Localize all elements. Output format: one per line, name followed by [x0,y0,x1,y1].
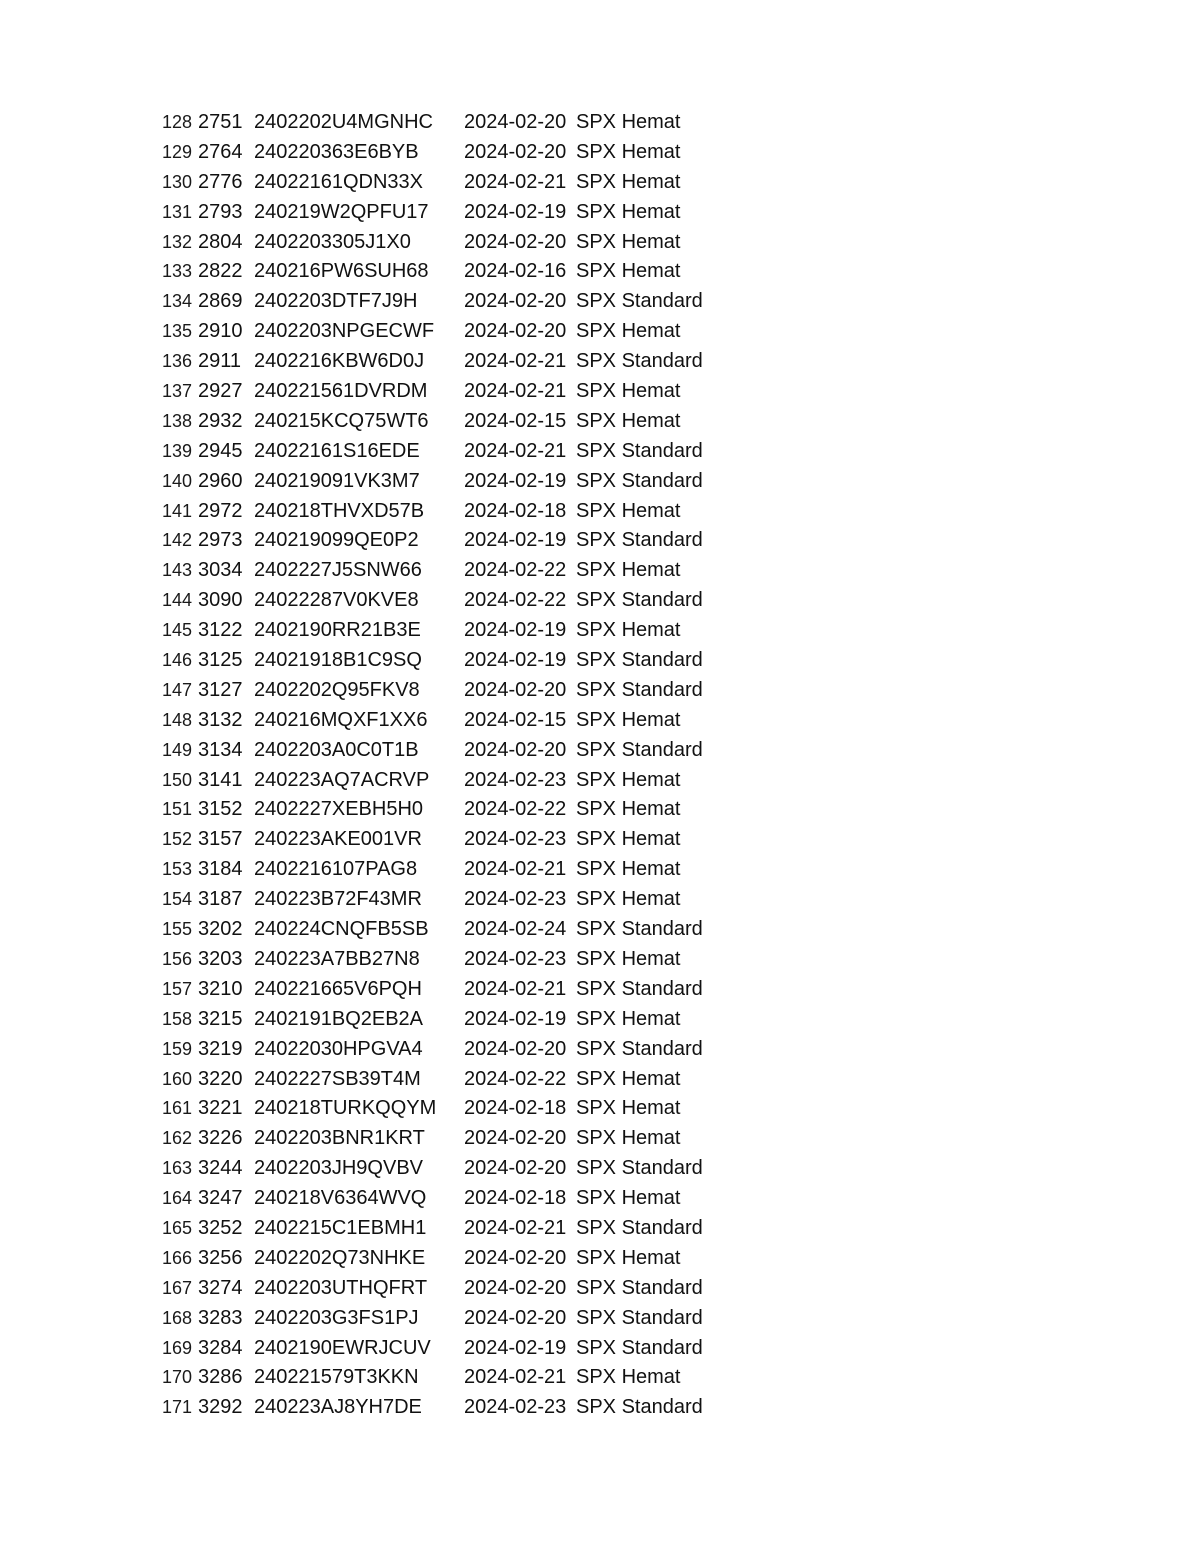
service-type: SPX Hemat [576,140,681,163]
order-id: 3220 [198,1067,243,1090]
row-number: 133 [162,261,193,282]
order-date: 2024-02-15 [464,409,567,432]
service-type: SPX Hemat [576,1127,681,1150]
list-item [0,497,1200,527]
row-number: 129 [162,141,193,162]
order-id: 2751 [198,111,243,133]
order-date: 2024-02-21 [464,1366,567,1389]
service-type: SPX Standard [576,469,703,492]
order-date: 2024-02-21 [464,170,567,193]
order-date: 2024-02-21 [464,858,567,881]
order-id: 2960 [198,469,243,492]
service-type: SPX Hemat [576,1097,681,1120]
order-date: 2024-02-23 [464,768,567,791]
service-type: SPX Hemat [576,1187,681,1210]
order-id: 3202 [198,918,243,941]
row-number: 136 [162,351,193,372]
list-item [0,407,1200,437]
list-item [0,1035,1200,1065]
tracking-code: 2402227J5SNW66 [254,559,422,582]
tracking-code: 2402202U4MGNHC [254,111,433,133]
row-number: 161 [162,1098,193,1119]
order-id: 3127 [198,678,243,701]
order-id: 2932 [198,409,243,432]
row-number: 169 [162,1337,193,1358]
tracking-code: 2402203NPGECWF [254,320,435,343]
order-date: 2024-02-23 [464,1396,567,1419]
tracking-code: 240216MQXF1XX6 [254,708,428,731]
row-number: 140 [162,470,193,491]
tracking-code: 2402227SB39T4M [254,1067,421,1090]
row-number: 168 [162,1307,193,1328]
row-number: 144 [162,590,193,611]
list-item [0,1334,1200,1364]
service-type: SPX Standard [576,1216,703,1239]
order-id: 2822 [198,260,243,283]
service-type: SPX Hemat [576,828,681,851]
order-date: 2024-02-20 [464,320,567,343]
row-number: 164 [162,1188,193,1209]
order-id: 3283 [198,1306,243,1329]
list-item [0,467,1200,497]
row-number: 128 [162,112,193,132]
list-item [0,975,1200,1005]
tracking-code: 240219W2QPFU17 [254,200,429,223]
tracking-code: 2402203G3FS1PJ [254,1306,419,1329]
order-id: 3187 [198,888,243,911]
row-number: 131 [162,201,193,222]
row-number: 147 [162,679,193,700]
order-date: 2024-02-18 [464,1187,567,1210]
tracking-code: 240220363E6BYB [254,140,419,163]
tracking-code: 240218TURKQQYM [254,1097,437,1120]
order-date: 2024-02-23 [464,947,567,970]
list-item [0,1094,1200,1124]
row-number: 165 [162,1217,193,1238]
tracking-code: 2402203JH9QVBV [254,1157,424,1180]
order-id: 3244 [198,1157,243,1180]
list-item [0,706,1200,736]
row-number: 171 [162,1397,193,1418]
tracking-code: 240223A7BB27N8 [254,947,420,970]
order-date: 2024-02-21 [464,380,567,403]
tracking-code: 24022161S16EDE [254,439,420,462]
row-number: 157 [162,978,193,999]
order-id: 2973 [198,529,243,552]
service-type: SPX Standard [576,1037,703,1060]
list-item [0,885,1200,915]
service-type: SPX Hemat [576,200,681,223]
row-number: 162 [162,1128,193,1149]
row-number: 158 [162,1008,193,1029]
row-number: 156 [162,948,193,969]
service-type: SPX Hemat [576,170,681,193]
list-item [0,1274,1200,1304]
order-date: 2024-02-19 [464,1336,567,1359]
order-date: 2024-02-20 [464,1157,567,1180]
service-type: SPX Standard [576,1396,703,1419]
list-item [0,1393,1200,1423]
service-type: SPX Hemat [576,708,681,731]
row-number: 152 [162,829,193,850]
service-type: SPX Hemat [576,798,681,821]
order-date: 2024-02-16 [464,260,567,283]
tracking-code: 2402203305J1X0 [254,230,411,253]
shipment-list [0,108,1200,1423]
row-number: 154 [162,889,193,910]
service-type: SPX Hemat [576,1067,681,1090]
list-item [0,646,1200,676]
service-type: SPX Standard [576,738,703,761]
row-number: 149 [162,739,193,760]
service-type: SPX Hemat [576,320,681,343]
list-item [0,1244,1200,1274]
row-number: 170 [162,1367,193,1388]
order-date: 2024-02-20 [464,738,567,761]
order-date: 2024-02-22 [464,1067,567,1090]
order-date: 2024-02-21 [464,977,567,1000]
row-number: 139 [162,440,193,461]
order-id: 3284 [198,1336,243,1359]
tracking-code: 2402203A0C0T1B [254,738,419,761]
row-number: 148 [162,709,193,730]
order-date: 2024-02-20 [464,230,567,253]
list-item [0,257,1200,287]
order-date: 2024-02-19 [464,649,567,672]
tracking-code: 240218THVXD57B [254,499,425,522]
order-id: 2911 [198,350,242,373]
order-id: 2793 [198,200,243,223]
row-number: 153 [162,859,193,880]
list-item [0,586,1200,616]
order-id: 2972 [198,499,243,522]
list-item [0,317,1200,347]
order-id: 3132 [198,708,243,731]
row-number: 160 [162,1068,193,1089]
order-id: 2776 [198,170,243,193]
row-number: 146 [162,650,193,671]
order-id: 3226 [198,1127,243,1150]
list-item [0,736,1200,766]
service-type: SPX Hemat [576,499,681,522]
list-item [0,766,1200,796]
service-type: SPX Hemat [576,619,681,642]
tracking-code: 2402202Q73NHKE [254,1246,426,1269]
tracking-code: 2402216107PAG8 [254,858,418,881]
tracking-code: 240219091VK3M7 [254,469,420,492]
order-date: 2024-02-21 [464,350,567,373]
list-item [0,138,1200,168]
service-type: SPX Standard [576,918,703,941]
order-id: 3125 [198,649,243,672]
tracking-code: 240221665V6PQH [254,977,422,1000]
order-id: 3252 [198,1216,243,1239]
service-type: SPX Hemat [576,1007,681,1030]
service-type: SPX Hemat [576,260,681,283]
tracking-code: 24022161QDN33X [254,170,424,193]
tracking-code: 2402202Q95FKV8 [254,678,420,701]
row-number: 138 [162,410,193,431]
tracking-code: 240215KCQ75WT6 [254,409,429,432]
row-number: 141 [162,500,193,521]
service-type: SPX Standard [576,589,703,612]
row-number: 159 [162,1038,193,1059]
tracking-code: 2402215C1EBMH1 [254,1216,427,1239]
list-item [0,915,1200,945]
order-date: 2024-02-22 [464,589,567,612]
row-number: 145 [162,620,193,641]
order-date: 2024-02-22 [464,798,567,821]
order-id: 3221 [198,1097,243,1120]
list-item [0,437,1200,467]
tracking-code: 240221579T3KKN [254,1366,419,1389]
list-item [0,108,1200,138]
list-item [0,168,1200,198]
row-number: 151 [162,799,193,820]
list-item [0,676,1200,706]
order-date: 2024-02-20 [464,290,567,313]
row-number: 142 [162,530,193,551]
list-item [0,1005,1200,1035]
order-date: 2024-02-18 [464,499,567,522]
order-date: 2024-02-19 [464,1007,567,1030]
list-item [0,228,1200,258]
list-item [0,1065,1200,1095]
service-type: SPX Standard [576,290,703,313]
order-id: 2910 [198,320,243,343]
service-type: SPX Hemat [576,858,681,881]
order-date: 2024-02-22 [464,559,567,582]
list-item [0,1214,1200,1244]
service-type: SPX Standard [576,529,703,552]
tracking-code: 2402203DTF7J9H [254,290,418,313]
service-type: SPX Hemat [576,111,681,133]
list-item [0,1304,1200,1334]
list-item [0,616,1200,646]
order-id: 3141 [198,768,243,791]
tracking-code: 2402227XEBH5H0 [254,798,424,821]
order-id: 3152 [198,798,243,821]
order-date: 2024-02-19 [464,619,567,642]
order-id: 3157 [198,828,243,851]
order-date: 2024-02-19 [464,469,567,492]
service-type: SPX Standard [576,350,703,373]
row-number: 143 [162,560,193,581]
tracking-code: 240223AQ7ACRVP [254,768,430,791]
order-id: 3184 [198,858,243,881]
list-item [0,1363,1200,1393]
order-date: 2024-02-20 [464,1127,567,1150]
order-id: 3219 [198,1037,243,1060]
order-date: 2024-02-21 [464,439,567,462]
order-date: 2024-02-18 [464,1097,567,1120]
tracking-code: 240219099QE0P2 [254,529,419,552]
order-date: 2024-02-20 [464,1306,567,1329]
row-number: 135 [162,321,193,342]
order-id: 2927 [198,380,243,403]
order-id: 3122 [198,619,243,642]
list-item [0,377,1200,407]
service-type: SPX Hemat [576,559,681,582]
service-type: SPX Standard [576,977,703,1000]
service-type: SPX Standard [576,649,703,672]
order-date: 2024-02-20 [464,678,567,701]
row-number: 130 [162,171,193,192]
list-item [0,945,1200,975]
service-type: SPX Standard [576,1306,703,1329]
tracking-code: 2402191BQ2EB2A [254,1007,424,1030]
service-type: SPX Hemat [576,1366,681,1389]
row-number: 137 [162,381,193,402]
tracking-code: 2402216KBW6D0J [254,350,425,373]
tracking-code: 2402190RR21B3E [254,619,421,642]
service-type: SPX Standard [576,1157,703,1180]
order-date: 2024-02-23 [464,828,567,851]
list-item [0,526,1200,556]
row-number: 134 [162,291,193,312]
service-type: SPX Standard [576,678,703,701]
tracking-code: 2402203BNR1KRT [254,1127,425,1150]
order-date: 2024-02-19 [464,200,567,223]
service-type: SPX Hemat [576,947,681,970]
order-id: 3215 [198,1007,243,1030]
tracking-code: 240221561DVRDM [254,380,428,403]
order-date: 2024-02-15 [464,708,567,731]
order-id: 3134 [198,738,243,761]
order-date: 2024-02-20 [464,140,567,163]
list-item [0,825,1200,855]
service-type: SPX Hemat [576,380,681,403]
order-id: 2764 [198,140,243,163]
order-id: 2869 [198,290,243,313]
tracking-code: 240223AJ8YH7DE [254,1396,422,1419]
order-id: 3286 [198,1366,243,1389]
list-item [0,1124,1200,1154]
service-type: SPX Hemat [576,768,681,791]
order-date: 2024-02-19 [464,529,567,552]
row-number: 167 [162,1277,193,1298]
service-type: SPX Standard [576,439,703,462]
service-type: SPX Standard [576,1276,703,1299]
list-item [0,347,1200,377]
list-item [0,556,1200,586]
service-type: SPX Standard [576,1336,703,1359]
tracking-code: 240224CNQFB5SB [254,918,429,941]
order-date: 2024-02-20 [464,111,567,133]
tracking-code: 24021918B1C9SQ [254,649,422,672]
order-id: 3034 [198,559,243,582]
list-item [0,1184,1200,1214]
tracking-code: 24022287V0KVE8 [254,589,419,612]
tracking-code: 240223B72F43MR [254,888,422,911]
order-id: 3203 [198,947,243,970]
list-item [0,855,1200,885]
order-id: 2804 [198,230,243,253]
order-id: 3256 [198,1246,243,1269]
row-number: 132 [162,231,193,252]
row-number: 163 [162,1158,193,1179]
order-date: 2024-02-21 [464,1216,567,1239]
order-date: 2024-02-20 [464,1276,567,1299]
order-id: 3210 [198,977,243,1000]
service-type: SPX Hemat [576,1246,681,1269]
order-id: 3247 [198,1187,243,1210]
list-item [0,795,1200,825]
tracking-code: 240223AKE001VR [254,828,422,851]
order-date: 2024-02-24 [464,918,567,941]
order-id: 3292 [198,1396,243,1419]
tracking-code: 2402203UTHQFRT [254,1276,428,1299]
service-type: SPX Hemat [576,230,681,253]
row-number: 155 [162,919,193,940]
row-number: 166 [162,1247,193,1268]
list-item [0,1154,1200,1184]
order-date: 2024-02-23 [464,888,567,911]
order-id: 2945 [198,439,243,462]
service-type: SPX Hemat [576,888,681,911]
order-id: 3274 [198,1276,243,1299]
order-date: 2024-02-20 [464,1037,567,1060]
tracking-code: 240216PW6SUH68 [254,260,429,283]
row-number: 150 [162,769,193,790]
list-item [0,198,1200,228]
order-date: 2024-02-20 [464,1246,567,1269]
tracking-code: 2402190EWRJCUV [254,1336,431,1359]
list-item [0,287,1200,317]
service-type: SPX Hemat [576,409,681,432]
tracking-code: 240218V6364WVQ [254,1187,427,1210]
tracking-code: 24022030HPGVA4 [254,1037,423,1060]
order-id: 3090 [198,589,243,612]
